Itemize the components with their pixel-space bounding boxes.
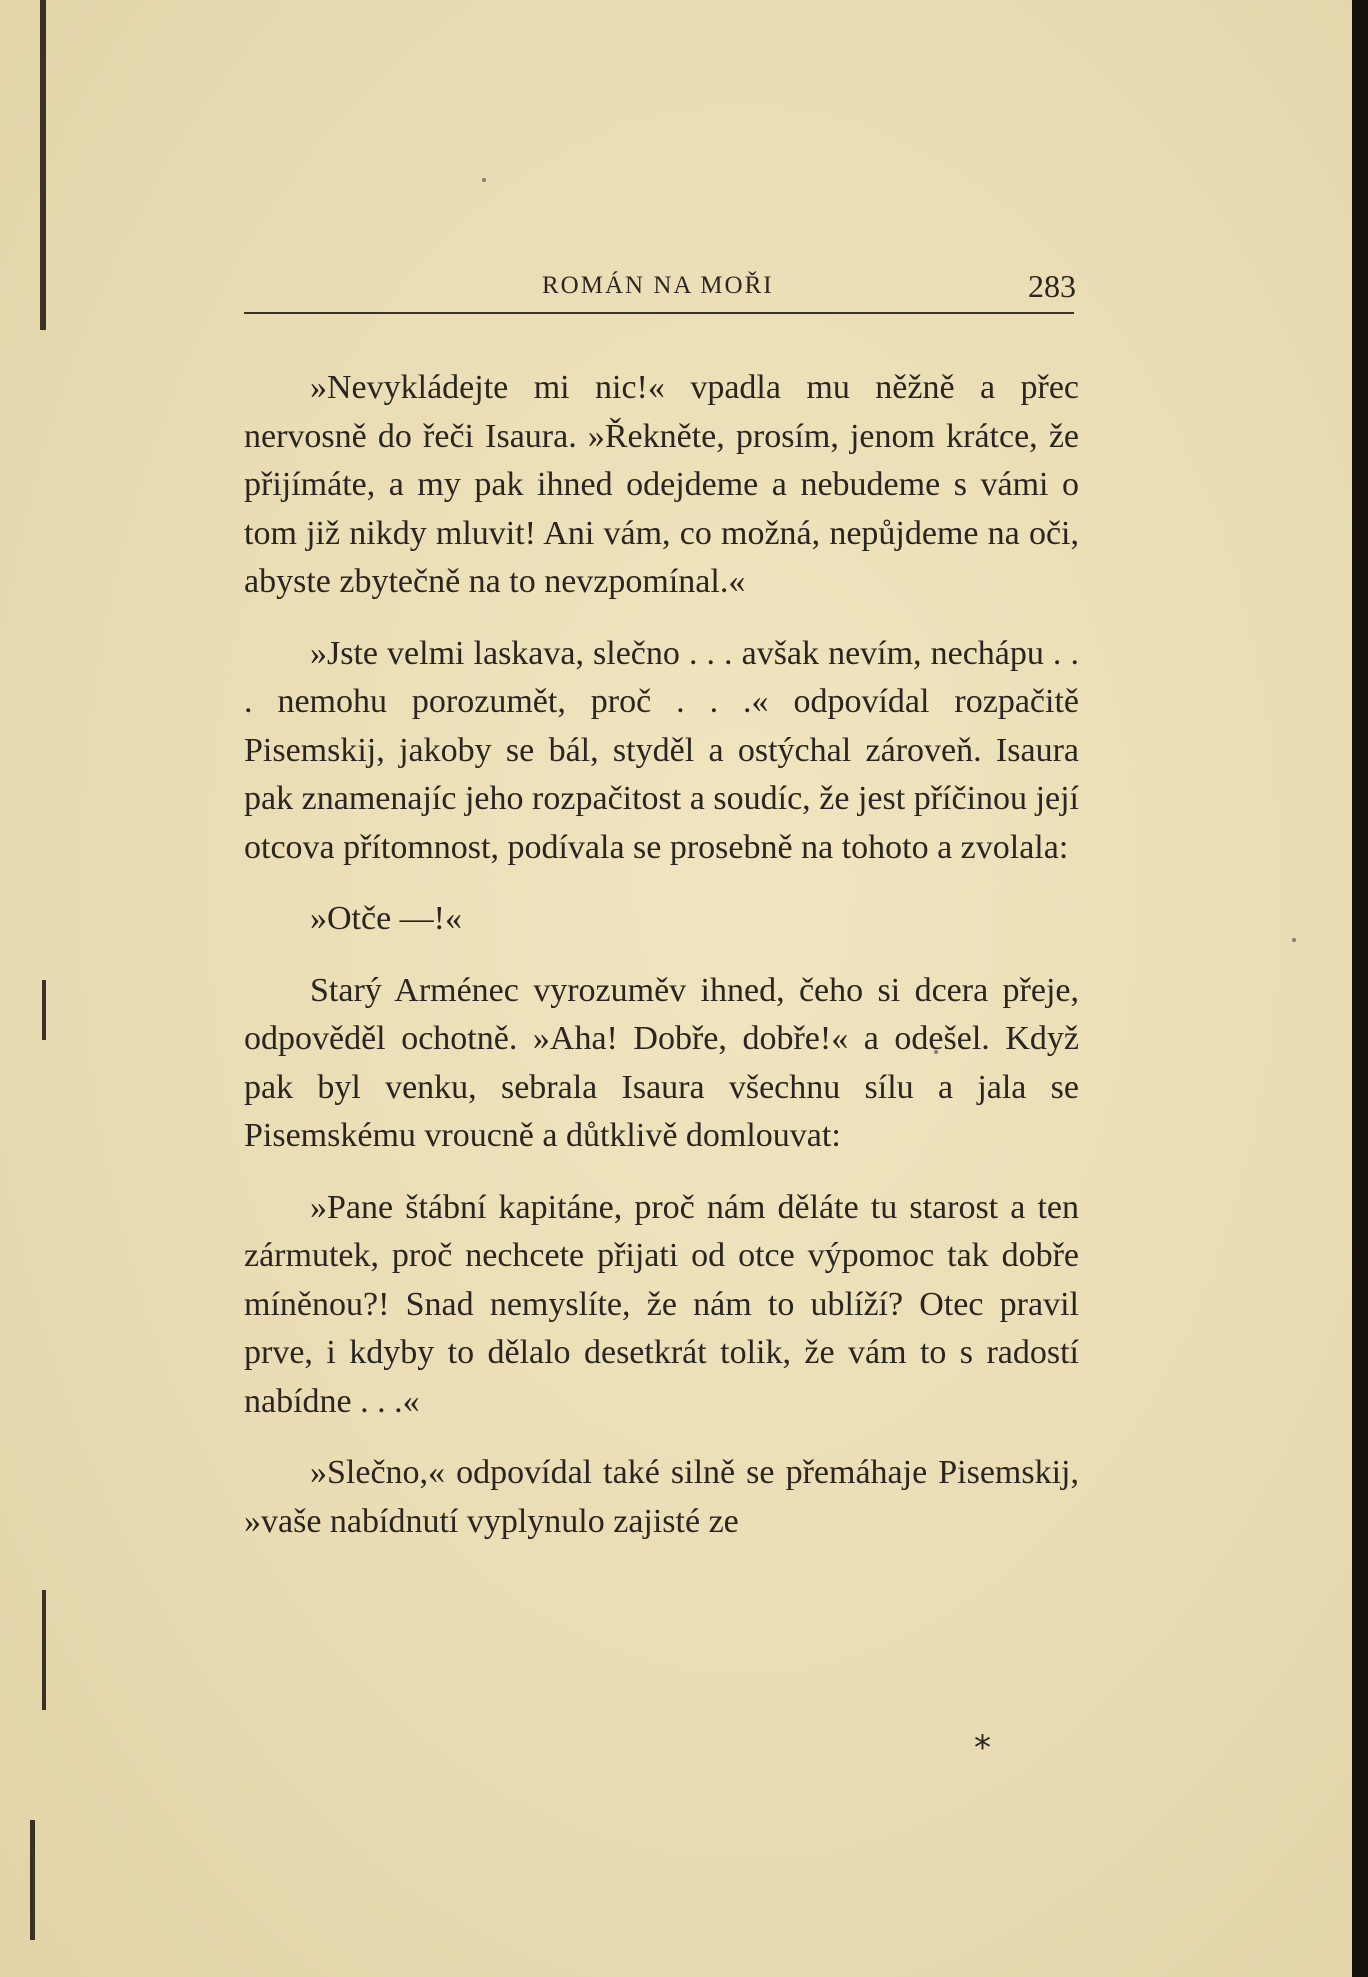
paragraph: »Nevykládejte mi nic!« vpadla mu něžně a přec nervosně do řeči Isaura. »Řekněte, prosím, jenom krátce, že přijímáte, a my pak ihned odejdeme a nebudeme s vámi o tom již nikdy mluvit! Ani vám, co možná, nepůjdeme na oči, abyste zbytečně na to nevzpomínal.« — [244, 369, 1079, 600]
signature-mark: * — [974, 1728, 991, 1768]
body-text — [244, 364, 1079, 1569]
running-title: ROMÁN NA MOŘI — [542, 272, 774, 299]
paragraph: »Pane štábní kapitáne, proč nám děláte tu starost a ten zármutek, proč nechcete přijati od otce výpomoc tak dobře míněnou?! Snad nemyslíte, že nám to ublíží? Otec pravil prve, i kdyby to dělalo desetkrát tolik, že vám to s radostí nabídne . . .« — [244, 1188, 1079, 1420]
header-rule — [244, 312, 1074, 314]
page-number: 283 — [1028, 268, 1076, 304]
paragraph: »Slečno,« odpovídal také silně se přemáhaje Pisemskij, »vaše nabídnutí vyplynulo zajisté ze — [244, 1454, 1079, 1540]
paper-speck — [1292, 938, 1296, 942]
paper-speck — [482, 178, 486, 182]
binding-shadow — [30, 1820, 35, 1940]
binding-shadow — [42, 980, 46, 1040]
paragraph: »Otče —!« — [310, 900, 463, 937]
page-edge — [1352, 0, 1368, 1977]
binding-shadow — [42, 1590, 46, 1710]
paragraph: Starý Arménec vyrozuměv ihned, čeho si dcera přeje, odpověděl ochotně. »Aha! Dobře, dobře!« a odešel. Když pak byl venku, sebrala Isaura všechnu sílu a jala se Pisemskému vroucně a důtklivě domlouvat: — [244, 971, 1079, 1154]
running-header — [244, 268, 1076, 316]
paragraph: »Jste velmi laskava, slečno . . . avšak nevím, nechápu . . . nemohu porozumět, proč . . .« odpovídal rozpačitě Pisemskij, jakoby se bál, styděl a ostýchal zároveň. Isaura pak znamenajíc jeho rozpačitost a soudíc, že jest příčinou její otcova přítomnost, podívala se prosebně na tohoto a zvolala: — [244, 634, 1079, 866]
binding-shadow — [40, 0, 46, 330]
